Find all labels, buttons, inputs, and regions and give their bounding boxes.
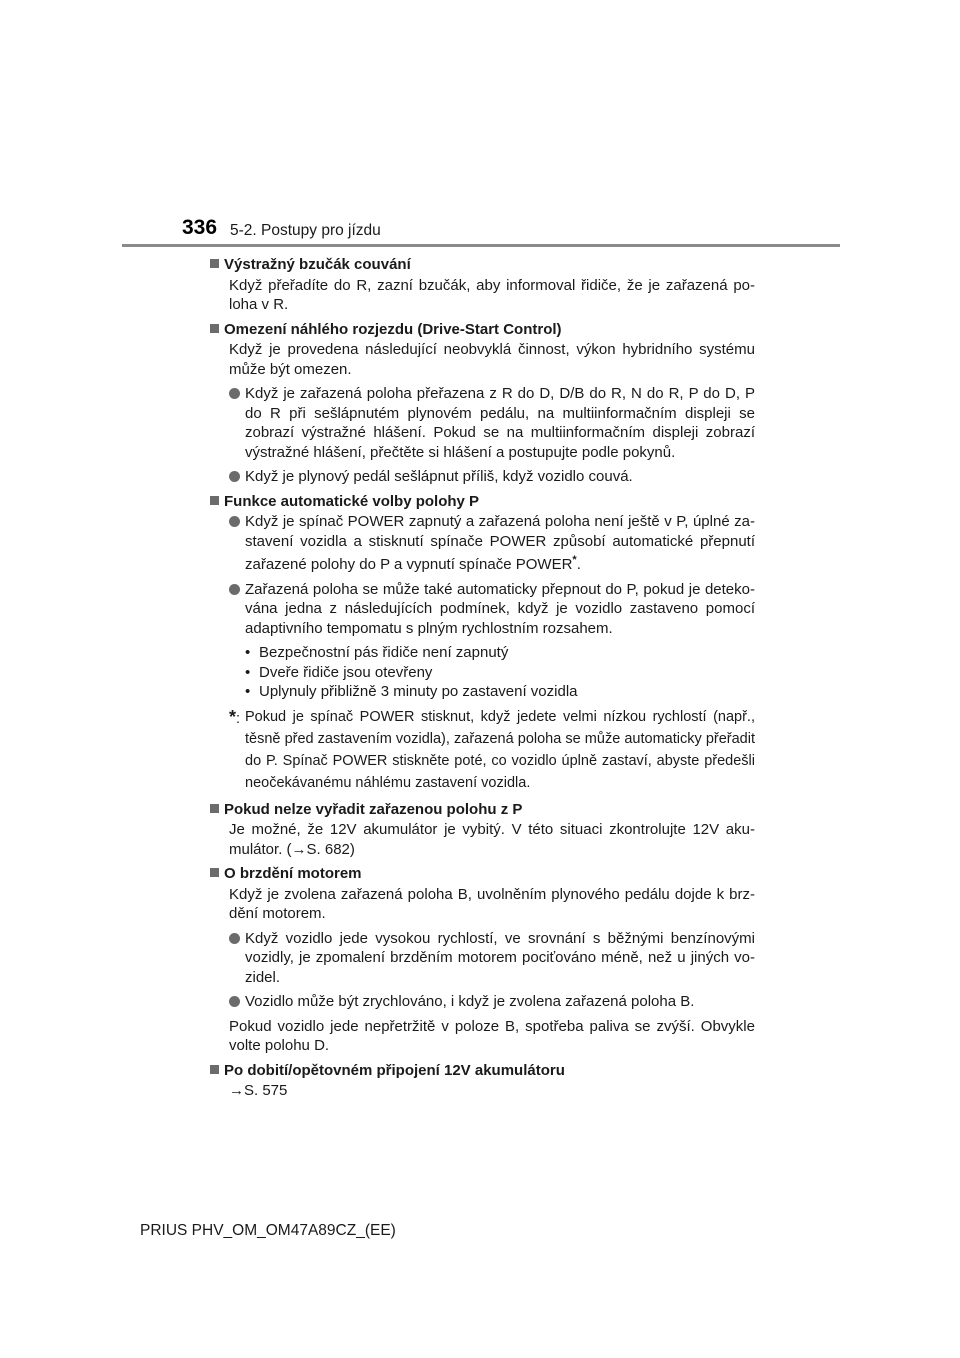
section-heading-text: Omezení náhlého rozjezdu (Drive-Start Control)	[224, 320, 562, 338]
section-reverse-buzzer	[210, 255, 755, 315]
section-heading	[210, 864, 755, 884]
page-reference-link[interactable]: S. 682)	[306, 840, 355, 858]
list-marker: •	[245, 663, 251, 681]
section-heading-text: Pokud nelze vyřadit zařazenou polohu z P	[224, 800, 523, 818]
round-bullet-icon	[229, 584, 240, 595]
paragraph: Pokud vozidlo jede nepřetržitě v poloze B, spotřeba paliva se zvýší. Obvykle volte polohu D.	[229, 1017, 755, 1054]
section-heading	[210, 255, 755, 275]
list-item-text: Uplynuly přibližně 3 minuty po zastavení vozidla	[259, 683, 578, 700]
footnote-mark	[229, 706, 245, 794]
bullet-text: Když je zařazená poloha přeřazena z R do D, D/B do R, N do R, P do D, P do R při sešlápnutém plynovém pedálu, na multiinformačním displeji se zobrazí výstražné hlášení. Pokud se na multiinformačním displeji zobrazí výstražné hlášení, přečtěte si hlášení a postupujte podle pokynů.	[245, 385, 755, 461]
section-heading-text: Funkce automatické volby polohy P	[224, 492, 480, 510]
bullet-item	[229, 580, 755, 639]
section-heading	[210, 320, 755, 340]
section-heading	[210, 800, 755, 820]
arrow-right-icon: →	[291, 840, 307, 858]
list-item-text: Dveře řidiče jsou otevřeny	[259, 663, 433, 681]
bullet-text-main: Když je spínač POWER zapnutý a zařazená poloha není ještě v P, úplné zastavení vozidla a stisknutí spínače POWER způsobí automatické přepnutí zařazené polohy do P a vypnutí spínače POWER	[245, 513, 755, 573]
section-title: 5-2. Postupy pro jízdu	[230, 222, 381, 239]
section-heading-text: O brzdění motorem	[224, 865, 362, 882]
footnote-text: Pokud je spínač POWER stisknut, když jedete velmi nízkou rychlostí (např., těsně před zastavením vozidla), zařazená poloha se může automaticky přeřadit do P. Spínač POWER stiskněte poté, co vozidlo úplně zastaví, abyste předešli neočekávanému náhlému zastavení vozidla.	[245, 708, 755, 791]
round-bullet-icon	[229, 471, 240, 482]
paragraph: Když je provedena následující neobvyklá činnost, výkon hybridního systému může být omezen.	[229, 341, 755, 378]
footnote-asterisk: *	[229, 706, 237, 727]
bullet-text: Zařazená poloha se může také automaticky přepnout do P, pokud je detekována jedna z následujících podmínek, když je vozidlo zastaveno pomocí adaptivního tempomatu s plným rychlostním rozsahem.	[245, 580, 755, 637]
paragraph-text: Je možné, že 12V akumulátor je vybitý. V této situaci zkontrolujte 12V akumulátor. (	[229, 821, 755, 858]
section-engine-braking	[210, 864, 755, 1056]
list-marker: •	[245, 644, 251, 661]
list-marker: •	[245, 683, 251, 700]
round-bullet-icon	[229, 933, 240, 944]
square-bullet-icon	[210, 496, 219, 505]
list-item	[245, 682, 755, 702]
bullet-item	[229, 384, 755, 462]
section-after-battery-recharge	[210, 1061, 755, 1101]
condition-list	[245, 643, 755, 702]
paragraph: Když přeřadíte do R, zazní bzučák, aby informoval řidiče, že je zařazená poloha v R.	[229, 276, 755, 313]
bullet-text-end: .	[576, 556, 581, 573]
paragraph	[229, 1081, 755, 1101]
header-rule	[122, 244, 840, 247]
bullet-text: Když je plynový pedál sešlápnut příliš, když vozidlo couvá.	[245, 468, 633, 485]
page-content	[210, 255, 755, 1106]
round-bullet-icon	[229, 996, 240, 1007]
round-bullet-icon	[229, 516, 240, 527]
list-item	[245, 663, 755, 683]
bullet-item	[229, 992, 755, 1012]
bullet-item	[229, 929, 755, 988]
section-heading-text: Výstražný bzučák couvání	[224, 256, 411, 273]
paragraph: Když je zvolena zařazená poloha B, uvolněním plynového pedálu dojde k brzdění motorem.	[229, 885, 755, 922]
square-bullet-icon	[210, 868, 219, 877]
bullet-item	[229, 512, 755, 575]
footnote-marker: *	[572, 554, 577, 566]
list-item-text: Bezpečnostní pás řidiče není zapnutý	[259, 644, 509, 661]
document-code: PRIUS PHV_OM_OM47A89CZ_(EE)	[140, 1222, 396, 1239]
round-bullet-icon	[229, 388, 240, 399]
footnote-colon: :	[236, 710, 241, 727]
page-header	[0, 0, 960, 250]
square-bullet-icon	[210, 1065, 219, 1074]
page-reference-link[interactable]: S. 575	[244, 1082, 288, 1099]
bullet-text	[245, 512, 755, 575]
section-heading-text: Po dobití/opětovném připojení 12V akumulátoru	[224, 1061, 565, 1079]
bullet-text: Když vozidlo jede vysokou rychlostí, ve srovnání s běžnými benzínovými vozidly, je zpomalení brzděním motorem pociťováno méně, než u jiných vozidel.	[245, 929, 755, 986]
footnote	[229, 706, 755, 794]
list-item	[245, 643, 755, 663]
page-number: 336	[182, 216, 218, 239]
square-bullet-icon	[210, 259, 219, 268]
section-heading	[210, 1061, 755, 1081]
section-auto-p-position	[210, 492, 755, 794]
bullet-text: Vozidlo může být zrychlováno, i když je zvolena zařazená poloha B.	[245, 993, 695, 1010]
bullet-item	[229, 467, 755, 487]
square-bullet-icon	[210, 804, 219, 813]
section-cannot-shift-from-p	[210, 800, 755, 860]
square-bullet-icon	[210, 324, 219, 333]
section-heading	[210, 492, 755, 512]
section-drive-start-control	[210, 320, 755, 487]
arrow-right-icon: →	[229, 1082, 244, 1099]
paragraph	[229, 820, 755, 859]
